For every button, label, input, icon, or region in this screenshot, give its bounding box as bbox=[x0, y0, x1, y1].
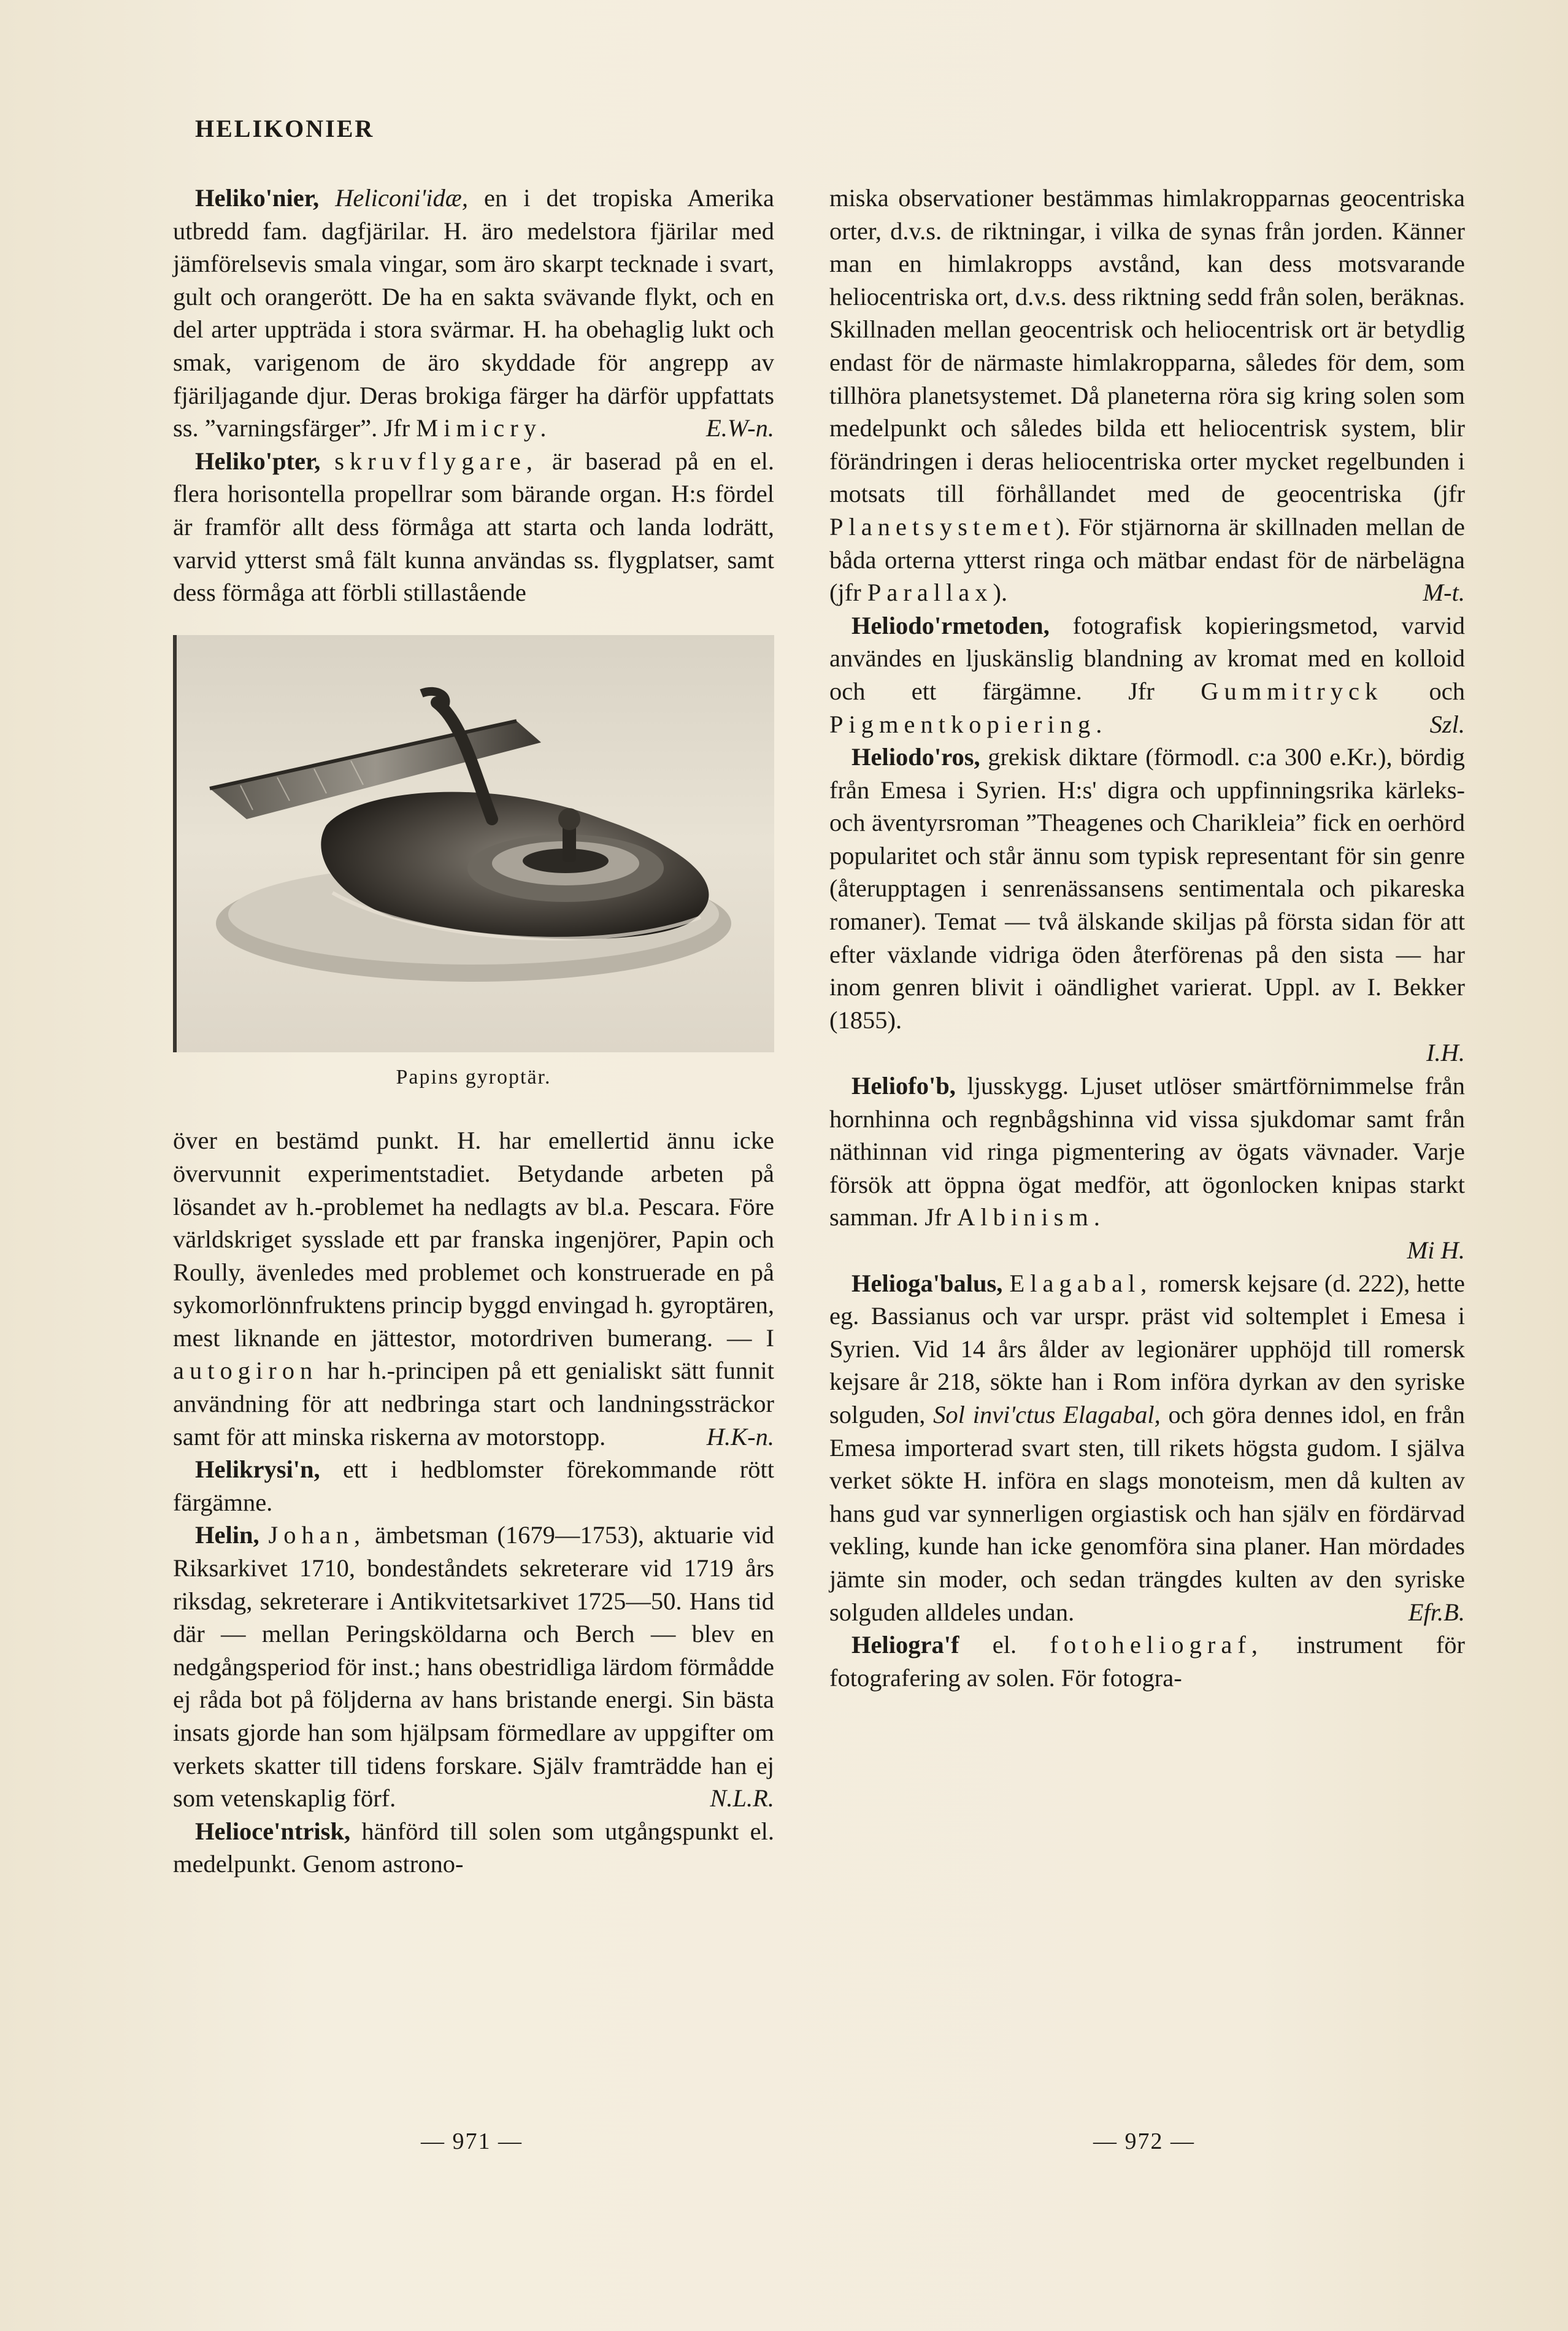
headword: Helin, bbox=[195, 1521, 259, 1549]
text-run bbox=[259, 1521, 269, 1549]
entry-heliodoros bbox=[829, 741, 1465, 1036]
text-run: instrument för fotografering av solen. För fotogra- bbox=[829, 1631, 1465, 1692]
headword: Heliodo'ros, bbox=[851, 743, 980, 771]
headword: Heliofo'b, bbox=[851, 1072, 956, 1100]
spaced-reference: Gummitryck bbox=[1201, 677, 1383, 705]
headword: Heliodo'rmetoden, bbox=[851, 611, 1050, 639]
text-run: är baserad på en el. flera horisontella propellrar som bärande organ. H:s fördel är framför allt dess förmåga att starta och landa lodrätt, varvid ytterst små fält kunna användas ss. flygplatser, samt dess förmåga att förbli stillastående bbox=[173, 447, 774, 607]
author-signature: N.L.R. bbox=[710, 1784, 774, 1813]
text-run: grekisk diktare (förmodl. c:a 300 e.Kr.), bördig från Emesa i Syrien. H:s' digra och uppfinningsrika kärleks- och äventyrsroman ”Theagenes och Charikleia” fick en oerhörd popularitet och står ännu som typisk representant för sin genre (återupptagen i senrenässansens sentimentala och pikareska romaner). Temat — två älskande skiljas på första sidan för att efter växlande vidriga öden återförenas på den sista — har inom genren blivit i oändlighet varierat. Uppl. av I. Bekker (1855). bbox=[829, 743, 1465, 1034]
page-number-right: — 972 — bbox=[1093, 2129, 1195, 2154]
gyropter-photo bbox=[173, 635, 774, 1052]
left-column bbox=[173, 182, 774, 1881]
text-run: miska observationer bestämmas himlakropparnas geocentriska orter, d.v.s. de riktningar, i vilka de synas från jorden. Känner man en himlakropps avstånd, kan dess motsvarande heliocentriska ort, d.v.s. dess riktning sedd från solen, beräknas. Skillnaden mellan geocentrisk och heliocentrisk ort är betydlig endast för de närmaste himlakropparna, således för dem, som tillhöra planetsystemet. Då planeterna röra sig kring solen som medelpunkt och således bilda ett heliocentrisk system, blir förändringen i deras heliocentriska orter mycket regelbunden i motsats till förhållandet med de geocentriska (jfr bbox=[829, 184, 1465, 508]
text-run bbox=[320, 447, 334, 475]
signature-ih: I.H. bbox=[1426, 1039, 1465, 1067]
entry-heliofob bbox=[829, 1069, 1465, 1234]
entry-helikopter-continued bbox=[173, 1124, 774, 1453]
text-run: hänförd till solen som utgångspunkt el. medelpunkt. Genom astrono- bbox=[173, 1817, 774, 1878]
headword: Heliogra'f bbox=[851, 1631, 959, 1659]
author-signature: E.W-n. bbox=[706, 414, 774, 442]
entry-helikonier bbox=[173, 182, 774, 445]
spaced-reference: Albinism. bbox=[957, 1203, 1105, 1231]
text-run: en i det tropiska Amerika utbredd fam. dagfjärilar. H. äro medelstora fjärilar med jämförelsevis smala vingar, som äro skarpt tecknade i svart, gult och orangerött. De ha en sakta svävande flykt, och en del arter uppträda i stora svärmar. H. ha obehaglig lukt och smak, varigenom de äro skyddade för angrepp av fjäriljagande djur. Deras brokiga färger ha därför uppfattats ss. ”varningsfärger”. Jfr bbox=[173, 184, 774, 442]
spaced-reference: Parallax bbox=[867, 579, 993, 607]
entry-heliogabalus bbox=[829, 1267, 1465, 1629]
text-run: romersk kejsare (d. 222), hette eg. Bassianus och var urspr. präst vid soltemplet i Emesa i Syrien. Vid 14 års ålder av legionärer upphöjd till romersk kejsare år 218, sökte han i Rom införa dyrkan av den syriske solguden, bbox=[829, 1269, 1465, 1428]
entry-helikopter bbox=[173, 445, 774, 609]
figure-caption: Papins gyroptär. bbox=[396, 1065, 551, 1088]
author-signature: Szl. bbox=[1429, 710, 1465, 738]
spaced-reference: Johan, bbox=[268, 1521, 366, 1549]
author-signature: Efr.B. bbox=[1408, 1598, 1465, 1626]
text-run: Heliconi'idæ, bbox=[335, 184, 468, 212]
headword: Heliko'nier, bbox=[195, 184, 320, 212]
text-run bbox=[1002, 1270, 1009, 1297]
headword: Helioce'ntrisk, bbox=[195, 1817, 351, 1845]
author-signature: M-t. bbox=[1423, 579, 1465, 607]
headword: Helikrysi'n, bbox=[195, 1455, 320, 1484]
spaced-reference: Planetsystemet bbox=[829, 512, 1056, 541]
entry-helin bbox=[173, 1519, 774, 1814]
page-number-left: — 971 — bbox=[421, 2129, 523, 2154]
text-run: över en bestämd punkt. H. har emellertid ännu icke övervunnit experimentstadiet. Betydande arbeten på lösandet av h.-problemet ha nedlagts av bl.a. Pescara. Före världskriget sysslade ett par franska ingenjörer, Papin och Roully, ävenledes med problemet och konstruerade en på sykomorlönnfruktens princip byggd envingad h. gyroptären, mest liknande en jättestor, motordriven bumerang. — I bbox=[173, 1127, 774, 1352]
entry-heliograf bbox=[829, 1628, 1465, 1694]
right-column bbox=[829, 182, 1465, 1694]
author-signature: H.K-n. bbox=[706, 1422, 774, 1451]
text-run: Sol invi'ctus Elagabal, bbox=[933, 1400, 1161, 1428]
entry-heliodormetoden bbox=[829, 609, 1465, 741]
text-run bbox=[319, 184, 335, 212]
spaced-reference: fotoheliograf, bbox=[1050, 1631, 1263, 1659]
text-run: ). bbox=[993, 579, 1008, 607]
entry-helikrysin bbox=[173, 1453, 774, 1519]
text-run: ). För stjärnorna är skillnaden mellan de båda orterna ytterst ringa och mätbar endast för de närbelägna (jfr bbox=[829, 512, 1465, 607]
text-run: ett i hedblomster förekommande rött färgämne. bbox=[173, 1455, 774, 1516]
spaced-reference: Elagabal, bbox=[1009, 1269, 1153, 1297]
text-run: och bbox=[1383, 677, 1465, 705]
spaced-reference: Mimicry. bbox=[416, 414, 552, 442]
text-run: har h.-principen på ett genialiskt sätt funnit användning för att nedbringa start och landningssträckor samt för att minska riskerna av motorstopp. bbox=[173, 1357, 774, 1451]
gyropter-illustration bbox=[173, 635, 774, 1052]
entry-heliocentrisk bbox=[173, 1815, 774, 1881]
text-run: och göra dennes idol, en från Emesa importerad svart sten, till rikets högsta gudom. I själva verket sökte H. införa en slags monoteism, men då kulten av hans gud var synnerligen orgiastisk och han själv en fördärvad vekling, kunde han icke genomföra sina planer. Han mördades jämte sin moder, och sedan trängdes kulten av den syriske solguden alldeles undan. bbox=[829, 1400, 1465, 1626]
spaced-reference: autogiron bbox=[173, 1357, 318, 1385]
entry-heliocentrisk-continued bbox=[829, 182, 1465, 609]
spaced-reference: skruvflygare, bbox=[334, 447, 539, 475]
text-run: ljusskygg. Ljuset utlöser smärtförnimmelse från hornhinna och regnbågshinna vid vissa sjukdomar samt från näthinnan vid ringa pigmentering av ögats vävnader. Varje försök att öppna ögat medför, att ögonlocken knipas starkt samman. Jfr bbox=[829, 1072, 1465, 1231]
signature-mih: Mi H. bbox=[1407, 1236, 1465, 1264]
text-run: ämbetsman (1679—1753), aktuarie vid Riksarkivet 1710, bondeståndets sekreterare vid 1719 års riksdag, sekreterare i Antikvitetsarkivet 1725—50. Hans tid där — mellan Peringsköldarna och Berch — blev en nedgångsperiod för inst.; hans obestridliga lärdom förmådde ej råda bot på följderna av hans bristande energi. Sin bästa insats gjorde han som hjälpsam förmedlare av uppgifter om verkets skatter till tidens forskare. Själv framträdde han ej som vetenskaplig förf. bbox=[173, 1521, 774, 1813]
headword: Helioga'balus, bbox=[851, 1269, 1003, 1297]
text-run: el. bbox=[959, 1631, 1050, 1659]
text-run: fotografisk kopieringsmetod, varvid användes en ljuskänslig blandning av kromat med en kolloid och ett färgämne. Jfr bbox=[829, 611, 1465, 705]
spaced-reference: Pigmentkopiering. bbox=[829, 710, 1108, 738]
headword: Heliko'pter, bbox=[195, 447, 321, 475]
running-header: HELIKONIER bbox=[195, 115, 375, 142]
